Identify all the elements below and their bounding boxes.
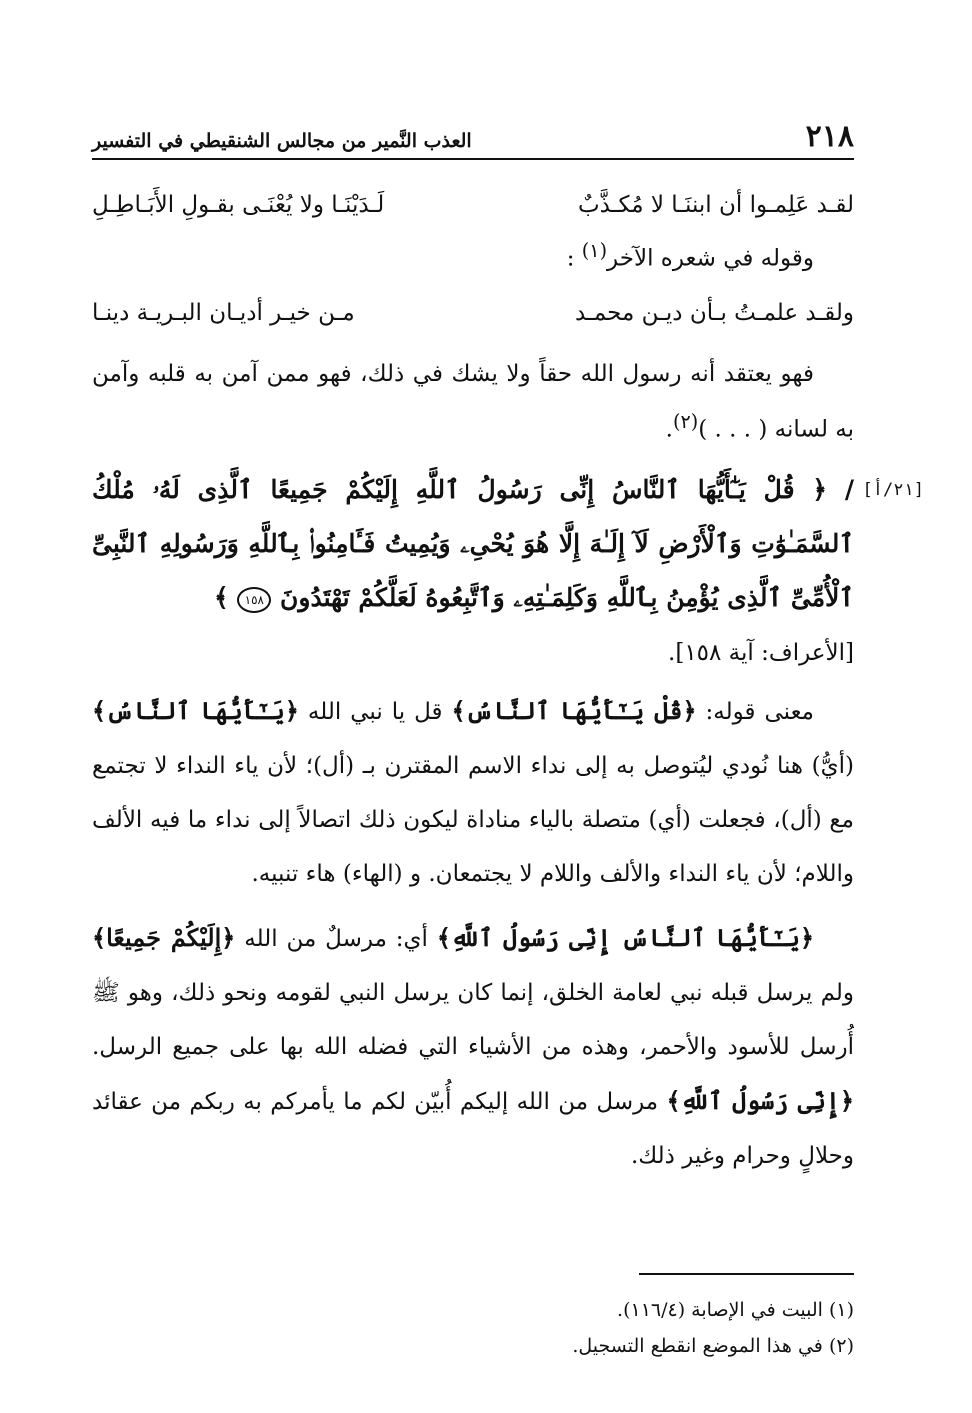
paragraph-2-text-a: معنى قوله: bbox=[705, 699, 815, 726]
quran-quote: ﴿يَـٰٓأَيُّهَا ٱلنَّاسُ﴾ bbox=[92, 696, 299, 726]
paragraph-3-text-b: ولم يرسل قبله نبي لعامة الخلق، إنما كان يرسل النبي لقومه ونحو ذلك، وهو ﷺ أُرسل للأسود والأحمر، وهذه من الأشياء التي فضله الله بها على جميع الرسل. bbox=[92, 980, 854, 1061]
quran-quote: ﴿يَـٰٓأَيُّهَا ٱلنَّاسُ إِنِّى رَسُولُ ٱللَّهِ﴾ bbox=[436, 923, 815, 953]
quran-slash: / bbox=[844, 475, 854, 505]
paragraph-1-period: . bbox=[665, 416, 673, 443]
verse-2-first-hemistich: ولقـد علمـتُ بـأن ديـن محمـد bbox=[575, 299, 854, 326]
paragraph-3-text-c: مرسل من الله إليكم أُبيّن لكم ما يأمركم به ربكم من عقائد وحلالٍ وحرام وغير ذلك. bbox=[92, 1089, 854, 1170]
verse-1-first-hemistich: لقـد عَلِمـوا أن ابننَـا لا مُكـذَّبٌ bbox=[578, 192, 854, 218]
paragraph-2-text-b: قل يا نبي الله bbox=[307, 699, 443, 726]
quran-close-bracket: ﴾ bbox=[213, 583, 229, 613]
footnote-2 bbox=[92, 1328, 854, 1364]
paragraph-1-text: فهو يعتقد أنه رسول الله حقاً ولا يشك في ذلك، فهو ممن آمن به قلبه وآمن به لسانه ( . . . ) bbox=[92, 360, 854, 443]
quran-reference: [الأعراف: آية ١٥٨]. bbox=[668, 640, 854, 667]
poem-verse-2 bbox=[92, 290, 854, 336]
footnote-marker-1: (١) bbox=[581, 239, 608, 262]
main-text bbox=[92, 182, 924, 1193]
ayah-number-marker: ١٥٨ bbox=[237, 587, 271, 613]
poem-intro bbox=[92, 228, 854, 282]
quran-verse-block bbox=[92, 463, 924, 680]
footnote-1-text: البيت في الإصابة (١١٦/٤). bbox=[617, 1299, 823, 1321]
paragraph-2-text-c: (أيُّ) هنا نُودي ليُتوصل به إلى نداء الاسم المقترن بـ (أل)؛ لأن ياء النداء لا تجتمع مع (أل)، فجعلت (أي) متصلة بالياء مناداة ليكون ذلك اتصالاً إلى نداء ما فيه الألف واللام؛ لأن ياء النداء والألف واللام لا يجتمعان. و (الهاء) هاء تنبيه. bbox=[92, 753, 854, 888]
quran-quote: ﴿إِنِّى رَسُولُ ٱللَّهِ﴾ bbox=[666, 1086, 855, 1116]
quran-quote: ﴿قُلْ يَـٰٓأَيُّهَا ٱلنَّاسُ﴾ bbox=[451, 696, 697, 726]
manuscript-margin-ref: [٢١/أ] bbox=[862, 480, 924, 501]
paragraph-1 bbox=[92, 350, 854, 454]
quran-quote: ﴿إِلَيْكُمْ جَمِيعًا﴾ bbox=[92, 923, 236, 953]
book-title: العذب النَّمير من مجالس الشنقيطي في التفسير bbox=[92, 130, 472, 152]
paragraph-3 bbox=[92, 911, 854, 1183]
paragraph-2 bbox=[92, 684, 854, 901]
verse-2-second-hemistich: مـن خيـر أديـان البـريـة دينـا bbox=[92, 299, 355, 326]
poem-intro-colon: : bbox=[566, 245, 575, 272]
footnote-2-number: (٢) bbox=[828, 1335, 854, 1357]
poem-verse-1 bbox=[92, 182, 854, 228]
paragraph-3-text-a: أي: مرسلٌ من الله bbox=[244, 926, 428, 953]
page-number: ٢١٨ bbox=[805, 119, 854, 154]
poem-intro-text: وقوله في شعره الآخر bbox=[607, 245, 814, 272]
footnote-marker-2: (٢) bbox=[672, 409, 699, 433]
footnote-1-number: (١) bbox=[828, 1299, 854, 1321]
quran-verse-text: قُلْ يَـٰٓأَيُّهَا ٱلنَّاسُ إِنِّى رَسُولُ ٱللَّهِ إِلَيْكُمْ جَمِيعًا ٱلَّذِى لَهُۥ مُلْكُ ٱلسَّمَـٰوَٰتِ وَٱلْأَرْضِ لَآ إِلَـٰهَ إِلَّا هُوَ يُحْىِۦ وَيُمِيتُ فَـَٔامِنُوا۟ بِٱللَّهِ وَرَسُولِهِ ٱلنَّبِىِّ ٱلْأُمِّىِّ ٱلَّذِى يُؤْمِنُ بِٱللَّهِ وَكَلِمَـٰتِهِۦ وَٱتَّبِعُوهُ لَعَلَّكُمْ تَهْتَدُونَ bbox=[92, 475, 854, 613]
footnote-divider bbox=[639, 1273, 854, 1275]
footnotes bbox=[92, 1292, 854, 1364]
running-header bbox=[92, 118, 854, 160]
footnote-1 bbox=[92, 1292, 854, 1328]
verse-1-second-hemistich: لَـدَيْنَـا ولا يُعْنَـى بقـولِ الأَبَـاطِـلِ bbox=[92, 192, 385, 218]
quran-open-bracket: ﴿ bbox=[812, 475, 827, 505]
footnote-2-text: في هذا الموضع انقطع التسجيل. bbox=[572, 1335, 823, 1357]
